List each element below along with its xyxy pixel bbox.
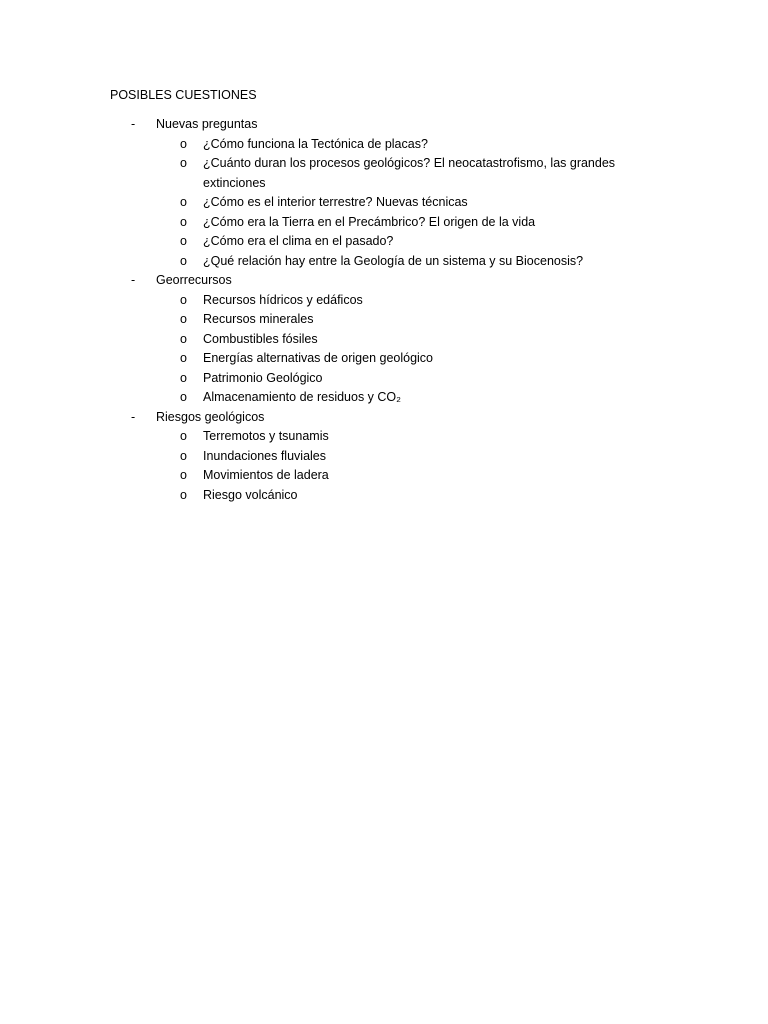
- item-bullet-marker: o: [180, 195, 187, 209]
- item-bullet-marker: o: [180, 448, 187, 463]
- item-bullet-marker: o: [180, 468, 187, 482]
- item-bullet-marker: o: [180, 351, 187, 365]
- sub-list: [0, 135, 768, 272]
- list-item: [0, 310, 768, 330]
- item-bullet-marker: o: [180, 390, 187, 404]
- list-item-text: Energías alternativas de origen geológico: [203, 351, 434, 365]
- list-item-text: Recursos hídricos y edáficos: [203, 292, 363, 307]
- list-item-text: Combustibles fósiles: [203, 331, 318, 346]
- list-item: [0, 349, 768, 369]
- section-nuevas-preguntas: [0, 115, 768, 271]
- list-item: [0, 466, 768, 486]
- list-item: [0, 232, 768, 252]
- list-item: [0, 330, 768, 350]
- item-bullet-marker: o: [180, 370, 187, 385]
- item-bullet-marker: o: [180, 292, 187, 307]
- section-dash-marker: -: [131, 273, 136, 287]
- item-bullet-marker: o: [180, 487, 187, 502]
- list-item-text: ¿Cómo funciona la Tectónica de placas?: [203, 136, 428, 151]
- list-item-text: ¿Cómo es el interior terrestre? Nuevas técnicas: [203, 195, 468, 209]
- list-item: [0, 447, 768, 467]
- list-item-text: ¿Qué relación hay entre la Geología de un sistema y su Biocenosis?: [203, 253, 584, 268]
- list-item-text: Patrimonio Geológico: [203, 370, 323, 385]
- item-bullet-marker: o: [180, 312, 187, 326]
- document-title: POSIBLES CUESTIONES: [110, 88, 257, 102]
- section-riesgos-geologicos: [0, 408, 768, 506]
- list-item: [0, 193, 768, 213]
- sub-list: [0, 427, 768, 505]
- list-item-text: Terremotos y tsunamis: [203, 429, 329, 443]
- list-item: [0, 213, 768, 233]
- section-label: Riesgos geológicos: [156, 409, 265, 424]
- list-item-text: Inundaciones fluviales: [203, 448, 326, 463]
- item-bullet-marker: o: [180, 136, 187, 151]
- list-item: [0, 486, 768, 506]
- section-dash-marker: -: [131, 117, 136, 131]
- section-label: Nuevas preguntas: [156, 117, 258, 131]
- list-item-text: ¿Cómo era el clima en el pasado?: [203, 234, 394, 248]
- item-bullet-marker: o: [180, 429, 187, 443]
- item-bullet-marker: o: [180, 234, 187, 248]
- list-item: [0, 291, 768, 311]
- list-item: [0, 135, 768, 155]
- list-item-text: ¿Cuánto duran los procesos geológicos? El neocatastrofismo, las grandes extinciones: [203, 156, 616, 190]
- section-label: Georrecursos: [156, 273, 232, 287]
- section-dash-marker: -: [131, 409, 136, 424]
- list-item: [0, 154, 768, 193]
- list-item: [0, 252, 768, 272]
- list-item: [0, 369, 768, 389]
- section-georrecursos: [0, 271, 768, 408]
- item-bullet-marker: o: [180, 331, 187, 346]
- list-item-text: Recursos minerales: [203, 312, 314, 326]
- item-bullet-marker: o: [180, 156, 187, 170]
- outline-list: [0, 115, 768, 505]
- list-item-text: Riesgo volcánico: [203, 487, 298, 502]
- list-item: [0, 427, 768, 447]
- list-item-text: Movimientos de ladera: [203, 468, 329, 482]
- list-item: [0, 388, 768, 408]
- item-bullet-marker: o: [180, 214, 187, 229]
- item-bullet-marker: o: [180, 253, 187, 268]
- sub-list: [0, 291, 768, 408]
- list-item-text: ¿Cómo era la Tierra en el Precámbrico? El origen de la vida: [203, 214, 536, 229]
- list-item-text: Almacenamiento de residuos y CO₂: [203, 390, 401, 404]
